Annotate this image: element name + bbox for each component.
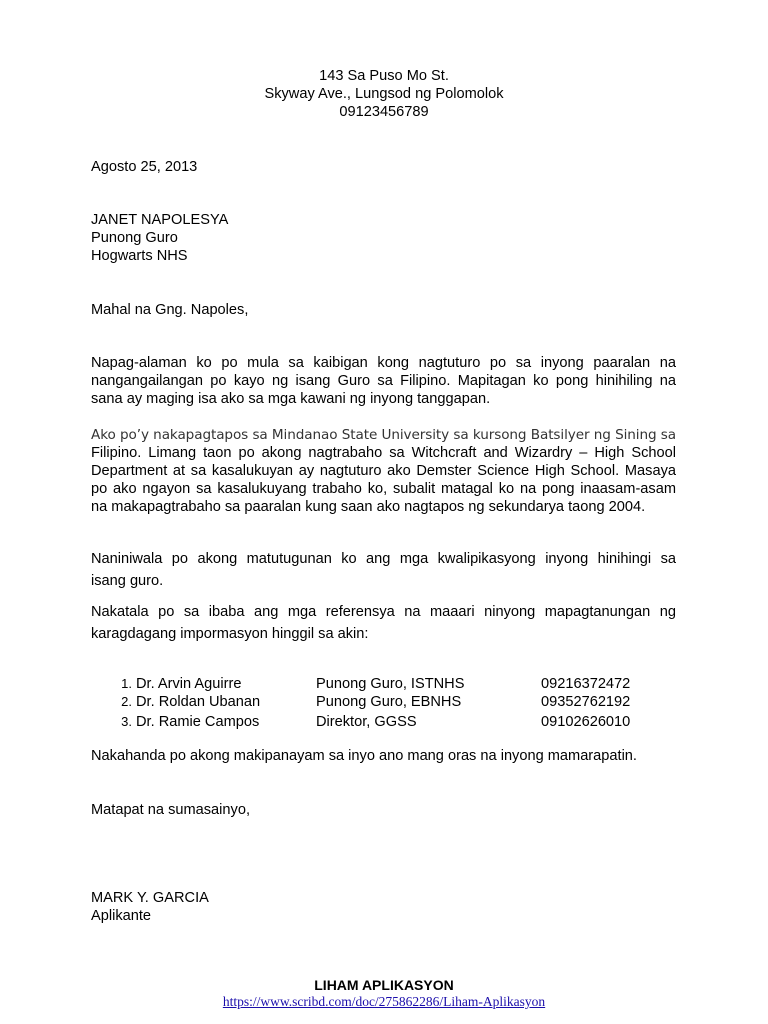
signature-role: Aplikante	[91, 908, 152, 924]
source-link[interactable]: https://www.scribd.com/doc/275862286/Liham-Aplikasyon	[222, 994, 546, 1009]
reference-phone: 09352762192	[541, 694, 631, 710]
reference-name: Dr. Arvin Aguirre	[136, 676, 242, 692]
paragraph-5: Nakahanda po akong makipanayam sa inyo ano mang oras na inyong mamarapatin.	[91, 748, 637, 764]
reference-number: 2.	[121, 694, 132, 709]
reference-name: Dr. Ramie Campos	[136, 714, 260, 730]
recipient-name: JANET NAPOLESYA	[91, 212, 229, 228]
paragraph-4-line: karagdagang impormasyon hinggil sa akin:	[91, 626, 369, 642]
sender-address-line1: 143 Sa Puso Mo St.	[319, 68, 449, 84]
reference-name: Dr. Roldan Ubanan	[136, 694, 261, 710]
salutation: Mahal na Gng. Napoles,	[91, 302, 249, 318]
paragraph-1	[91, 354, 676, 408]
paragraph-1-line: Napag-alaman ko po mula sa kaibigan kong nagtuturo po sa inyong paaralan na	[91, 355, 676, 371]
reference-phone: 09102626010	[541, 714, 631, 730]
recipient-school: Hogwarts NHS	[91, 248, 188, 264]
paragraph-2-line: Filipino. Limang taon po akong nagtrabaho sa Witchcraft and Wizardry – High School	[91, 445, 676, 461]
paragraph-1-line: sana ay maging isa ako sa mga kawani ng inyong tanggapan.	[91, 391, 491, 407]
closing: Matapat na sumasainyo,	[91, 802, 250, 818]
sender-phone: 09123456789	[339, 104, 429, 120]
document-title: LIHAM APLIKASYON	[314, 977, 454, 993]
signature-block	[91, 889, 209, 925]
recipient-title: Punong Guro	[91, 230, 178, 246]
paragraph-2-line: po ako ngayon sa kasalukuyang trabaho ko, subalit matagal ko na pong inaasam-asam	[91, 481, 676, 497]
reference-phone: 09216372472	[541, 676, 631, 692]
paragraph-4-line: Nakatala po sa ibaba ang mga referensya na maaari ninyong mapagtanungan ng	[91, 604, 676, 620]
reference-position: Punong Guro, EBNHS	[316, 694, 462, 710]
recipient-block	[91, 211, 228, 265]
paragraph-1-line: nangangailangan po kayo ng isang Guro sa Filipino. Mapitagan ko pong hinihiling na	[91, 373, 676, 389]
paragraph-3	[91, 550, 676, 590]
paragraph-3-line: isang guro.	[91, 573, 164, 589]
paragraph-2	[91, 426, 676, 516]
reference-number: 3.	[121, 714, 132, 729]
paragraph-2-line: na makapagtrabaho sa paaralan kung saan ako nagtapos ng sekundarya taong 2004.	[91, 499, 646, 515]
reference-position: Punong Guro, ISTNHS	[316, 676, 465, 692]
paragraph-4	[91, 603, 676, 643]
paragraph-2-line: Department at sa kasalukuyan ay nagtuturo ako Demster Science High School. Masaya	[91, 463, 676, 479]
reference-position: Direktor, GGSS	[316, 714, 417, 730]
paragraph-3-line: Naniniwala po akong matutugunan ko ang mga kwalipikasyong inyong hinihingi sa	[91, 551, 676, 567]
paragraph-2-line: Ako po’y nakapagtapos sa Mindanao State University sa kursong Batsilyer ng Sining sa	[91, 427, 676, 443]
letter-date: Agosto 25, 2013	[91, 159, 198, 175]
sender-address	[0, 67, 768, 121]
sender-address-line2: Skyway Ave., Lungsod ng Polomolok	[264, 86, 504, 102]
reference-number: 1.	[121, 676, 132, 691]
signature-name: MARK Y. GARCIA	[91, 890, 209, 906]
